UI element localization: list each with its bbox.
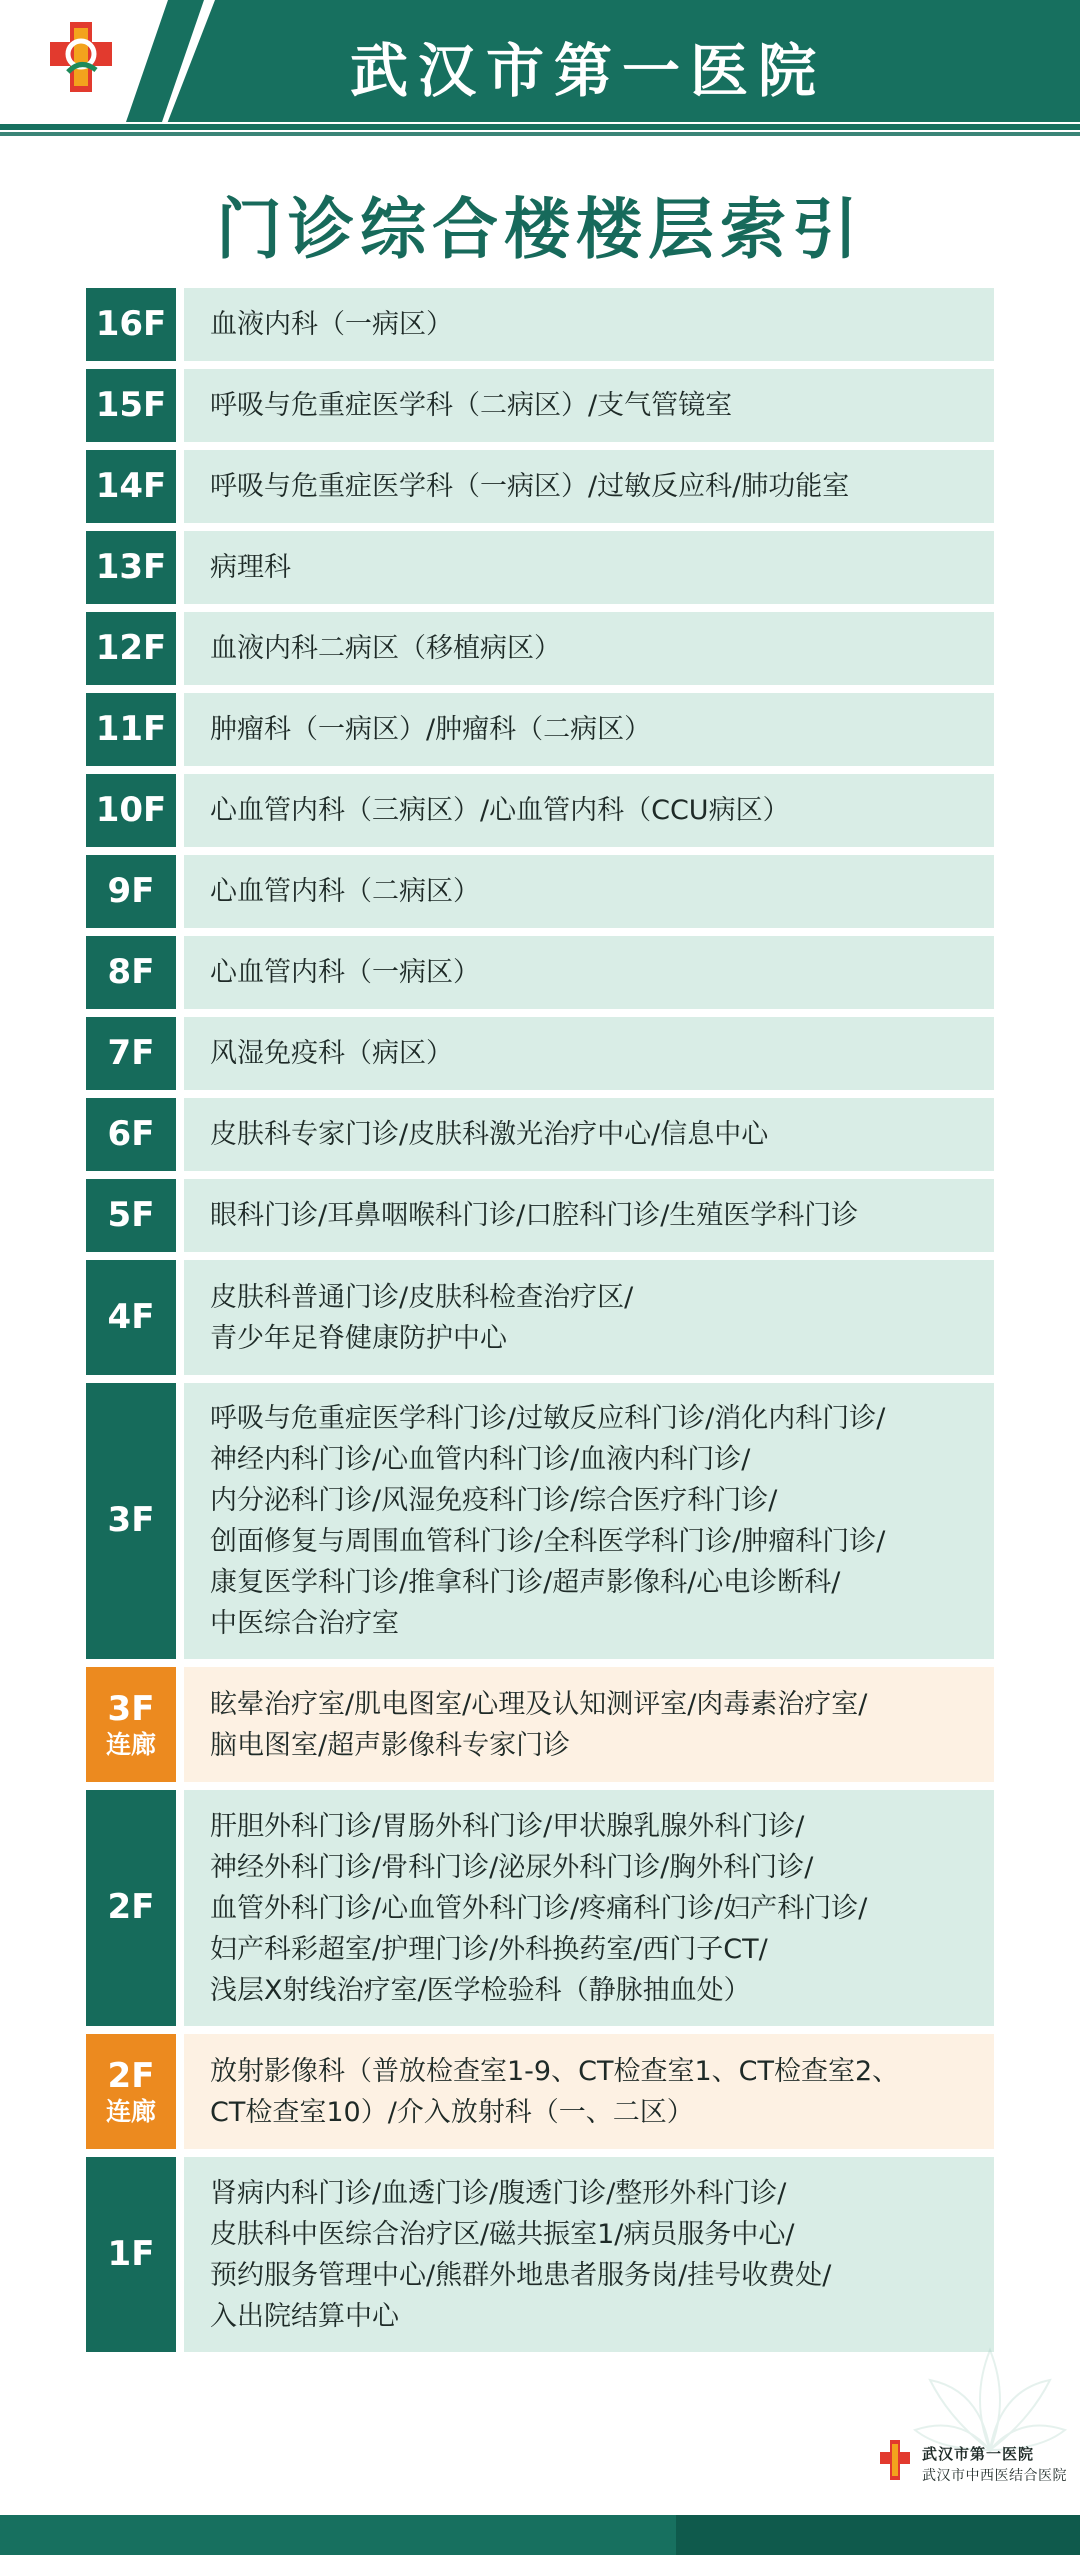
page-title: 门诊综合楼楼层索引 bbox=[216, 191, 864, 268]
floor-row bbox=[86, 450, 994, 523]
floor-departments: 血液内科（一病区） bbox=[184, 288, 994, 361]
floor-departments: 心血管内科（三病区）/心血管内科（CCU病区） bbox=[184, 774, 994, 847]
floor-label: 2F bbox=[86, 1790, 176, 2026]
floor-departments: 呼吸与危重症医学科门诊/过敏反应科门诊/消化内科门诊/ 神经内科门诊/心血管内科门诊/血液内科门诊/ 内分泌科门诊/风湿免疫科门诊/综合医疗科门诊/ 创面修复与周围血管科门诊/全科医学科门诊/肿瘤科门诊/ 康复医学科门诊/推拿科门诊/超声影像科/心电诊断科/ 中医综合治疗室 bbox=[184, 1383, 994, 1659]
floor-row bbox=[86, 1017, 994, 1090]
footer-hospital-alt-name: 武汉市中西医结合医院 bbox=[922, 2468, 1067, 2484]
floor-row bbox=[86, 1790, 994, 2026]
floor-label: 10F bbox=[86, 774, 176, 847]
floor-departments: 病理科 bbox=[184, 531, 994, 604]
floor-label: 9F bbox=[86, 855, 176, 928]
floor-row bbox=[86, 531, 994, 604]
floor-departments: 皮肤科专家门诊/皮肤科激光治疗中心/信息中心 bbox=[184, 1098, 994, 1171]
floor-departments: 皮肤科普通门诊/皮肤科检查治疗区/ 青少年足脊健康防护中心 bbox=[184, 1260, 994, 1375]
floor-label: 11F bbox=[86, 693, 176, 766]
header-stripe bbox=[0, 124, 1080, 130]
floor-label-corridor: 2F 连廊 bbox=[86, 2034, 176, 2149]
footer-hospital-logo-icon bbox=[880, 2440, 910, 2480]
floor-departments: 血液内科二病区（移植病区） bbox=[184, 612, 994, 685]
floor-row bbox=[86, 1260, 994, 1375]
floor-departments: 心血管内科（二病区） bbox=[184, 855, 994, 928]
floor-label: 5F bbox=[86, 1179, 176, 1252]
floor-departments: 眩晕治疗室/肌电图室/心理及认知测评室/肉毒素治疗室/ 脑电图室/超声影像科专家门诊 bbox=[184, 1667, 994, 1782]
floor-departments: 肾病内科门诊/血透门诊/腹透门诊/整形外科门诊/ 皮肤科中医综合治疗区/磁共振室1/病员服务中心/ 预约服务管理中心/熊群外地患者服务岗/挂号收费处/ 入出院结算中心 bbox=[184, 2157, 994, 2352]
floor-row bbox=[86, 369, 994, 442]
header bbox=[0, 0, 1080, 140]
floor-row bbox=[86, 1098, 994, 1171]
floor-row bbox=[86, 774, 994, 847]
floor-departments: 放射影像科（普放检查室1-9、CT检查室1、CT检查室2、 CT检查室10）/介入放射科（一、二区） bbox=[184, 2034, 994, 2149]
floor-row bbox=[86, 1179, 994, 1252]
footer-band-accent bbox=[676, 2515, 1080, 2555]
floor-row bbox=[86, 1383, 994, 1659]
floor-label-corridor: 3F 连廊 bbox=[86, 1667, 176, 1782]
floor-label: 13F bbox=[86, 531, 176, 604]
floor-row bbox=[86, 2157, 994, 2352]
footer-hospital-name: 武汉市第一医院 bbox=[922, 2445, 1035, 2463]
floor-row-corridor bbox=[86, 1667, 994, 1782]
floor-row bbox=[86, 936, 994, 1009]
floor-row bbox=[86, 612, 994, 685]
floor-row bbox=[86, 693, 994, 766]
floor-label: 12F bbox=[86, 612, 176, 685]
floor-departments: 眼科门诊/耳鼻咽喉科门诊/口腔科门诊/生殖医学科门诊 bbox=[184, 1179, 994, 1252]
floor-label: 8F bbox=[86, 936, 176, 1009]
floor-label: 6F bbox=[86, 1098, 176, 1171]
floor-departments: 心血管内科（一病区） bbox=[184, 936, 994, 1009]
header-stripe-thin bbox=[0, 132, 1080, 136]
floor-row bbox=[86, 288, 994, 361]
floor-label: 16F bbox=[86, 288, 176, 361]
floor-departments: 呼吸与危重症医学科（二病区）/支气管镜室 bbox=[184, 369, 994, 442]
floor-label: 3F bbox=[86, 1383, 176, 1659]
hospital-name: 武汉市第一医院 bbox=[350, 37, 827, 105]
floor-label: 14F bbox=[86, 450, 176, 523]
floor-departments: 肿瘤科（一病区）/肿瘤科（二病区） bbox=[184, 693, 994, 766]
floor-label: 1F bbox=[86, 2157, 176, 2352]
floor-label: 7F bbox=[86, 1017, 176, 1090]
floor-departments: 风湿免疫科（病区） bbox=[184, 1017, 994, 1090]
floor-row bbox=[86, 855, 994, 928]
floor-label: 4F bbox=[86, 1260, 176, 1375]
floor-label: 15F bbox=[86, 369, 176, 442]
floor-departments: 呼吸与危重症医学科（一病区）/过敏反应科/肺功能室 bbox=[184, 450, 994, 523]
floor-departments: 肝胆外科门诊/胃肠外科门诊/甲状腺乳腺外科门诊/ 神经外科门诊/骨科门诊/泌尿外科门诊/胸外科门诊/ 血管外科门诊/心血管外科门诊/疼痛科门诊/妇产科门诊/ 妇产科彩超室/护理门诊/外科换药室/西门子CT/ 浅层X射线治疗室/医学检验科（静脉抽血处） bbox=[184, 1790, 994, 2026]
floor-row-corridor bbox=[86, 2034, 994, 2149]
hospital-logo-icon bbox=[50, 22, 112, 92]
